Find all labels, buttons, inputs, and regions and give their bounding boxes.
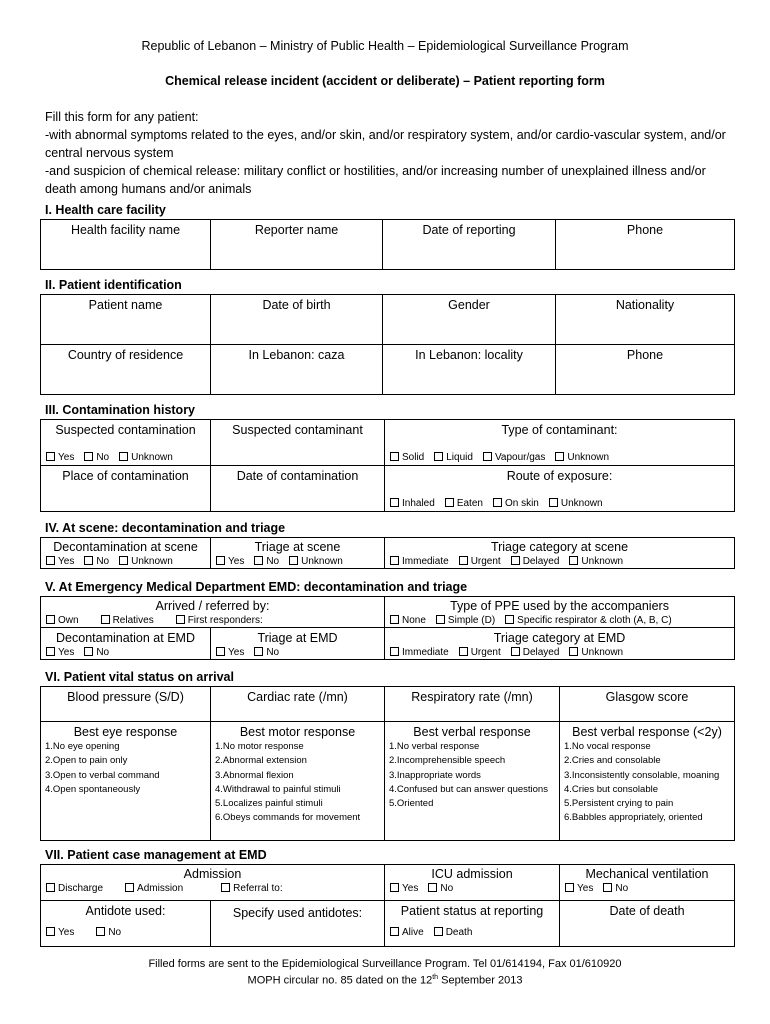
triage-at-scene-cell xyxy=(211,538,385,569)
blood-pressure-field[interactable] xyxy=(41,687,211,722)
option-label: Relatives xyxy=(112,615,154,626)
triage-category-options xyxy=(385,555,734,568)
nationality-field[interactable] xyxy=(556,295,735,345)
specific-respirator-checkbox[interactable] xyxy=(505,615,514,624)
footer-circular xyxy=(0,974,770,987)
option-label: Yes xyxy=(402,883,419,894)
option-label: Yes xyxy=(577,883,594,894)
yes-checkbox[interactable] xyxy=(565,883,574,892)
scale-title: Best verbal response (<2y) xyxy=(572,725,722,739)
yes-checkbox[interactable] xyxy=(46,927,55,936)
footer-circular-text: MOPH circular no. 85 dated on the 12 xyxy=(247,974,433,987)
scale-item: 2.Incomprehensible speech xyxy=(389,755,506,767)
section-title-health-facility: I. Health care facility xyxy=(45,203,166,217)
option-label: No xyxy=(440,883,454,894)
footer-ordinal: th xyxy=(432,974,439,981)
field-label: Gender xyxy=(448,298,490,312)
scale-item: 4.Cries but consolable xyxy=(564,783,658,795)
option-label: No xyxy=(266,556,280,567)
unknown-checkbox[interactable] xyxy=(119,556,128,565)
discharge-checkbox[interactable] xyxy=(46,883,55,892)
instruction-line: -and suspicion of chemical release: military conflict or hostilities, and/or increasing number of unexplained illness and/or death among humans and/or animals xyxy=(45,164,706,196)
scale-item: 2.Cries and consolable xyxy=(564,755,661,767)
patient-identification-table xyxy=(40,294,735,395)
field-label: Phone xyxy=(626,348,664,362)
option-label: Eaten xyxy=(456,498,483,509)
unknown-checkbox[interactable] xyxy=(549,498,558,507)
route-of-exposure-cell xyxy=(385,466,735,512)
glasgow-score-field[interactable] xyxy=(560,687,735,722)
scale-item: 1.No vocal response xyxy=(564,741,651,752)
option-label: Urgent xyxy=(470,647,501,658)
antidote-used-cell xyxy=(41,901,211,947)
option-label: Yes xyxy=(58,556,75,567)
alive-checkbox[interactable] xyxy=(390,927,399,936)
field-label: Arrived / referred by: xyxy=(155,599,270,613)
admission-cell xyxy=(41,865,385,901)
unknown-checkbox[interactable] xyxy=(289,556,298,565)
triage-category-emd-options xyxy=(385,646,734,659)
admission-options xyxy=(41,882,384,895)
field-label: ICU admission xyxy=(431,867,513,881)
option-label: Unknown xyxy=(131,556,173,567)
cardiac-rate-field[interactable] xyxy=(211,687,385,722)
own-checkbox[interactable] xyxy=(46,615,55,624)
emd-table xyxy=(40,596,735,660)
caza-field[interactable] xyxy=(211,345,383,395)
decon-emd-options xyxy=(41,646,210,659)
triage-category-emd-cell xyxy=(385,628,735,660)
option-label: Solid xyxy=(402,452,425,463)
suspected-contaminant-field[interactable] xyxy=(211,420,385,466)
field-label: Triage category at scene xyxy=(490,540,629,554)
option-label: No xyxy=(108,927,122,938)
on-skin-checkbox[interactable] xyxy=(493,498,502,507)
at-scene-table xyxy=(40,537,735,569)
suspected-contamination-cell xyxy=(41,420,211,466)
respiratory-rate-field[interactable] xyxy=(385,687,560,722)
field-label: Route of exposure: xyxy=(506,469,613,483)
option-label: Yes xyxy=(58,927,75,938)
triage-at-scene-options xyxy=(211,555,384,568)
contaminant-type-options xyxy=(385,451,609,464)
yes-checkbox[interactable] xyxy=(46,452,55,461)
field-label: Suspected contamination xyxy=(55,423,196,437)
scale-item: 1.No motor response xyxy=(215,741,304,752)
liquid-checkbox[interactable] xyxy=(434,452,443,461)
field-label: Mechanical ventilation xyxy=(585,867,709,881)
option-label: Delayed xyxy=(522,647,560,658)
yes-checkbox[interactable] xyxy=(216,556,225,565)
scale-item: 4.Open spontaneously xyxy=(45,783,141,795)
field-label: Date of death xyxy=(609,904,685,918)
delayed-checkbox[interactable] xyxy=(511,647,520,656)
no-checkbox[interactable] xyxy=(603,883,612,892)
case-management-table xyxy=(40,864,735,947)
no-checkbox[interactable] xyxy=(84,647,93,656)
section-title-vital-status: VI. Patient vital status on arrival xyxy=(45,670,234,684)
option-label: Immediate xyxy=(402,556,449,567)
section-title-case-management: VII. Patient case management at EMD xyxy=(45,848,267,862)
option-label: Specific respirator & cloth (A, B, C) xyxy=(517,615,672,626)
referral-checkbox[interactable] xyxy=(221,883,230,892)
option-label: Unknown xyxy=(560,498,603,509)
yes-checkbox[interactable] xyxy=(216,647,225,656)
date-of-death-field[interactable] xyxy=(560,901,735,947)
ministry-header: Republic of Lebanon – Ministry of Public Health – Epidemiological Surveillance Program xyxy=(141,39,629,53)
place-of-contamination-field[interactable] xyxy=(41,466,211,512)
scale-item: 3.Inconsistently consolable, moaning xyxy=(564,769,720,781)
verbal-response-scale xyxy=(385,722,560,841)
solid-checkbox[interactable] xyxy=(390,452,399,461)
no-checkbox[interactable] xyxy=(96,927,105,936)
unknown-checkbox[interactable] xyxy=(569,647,578,656)
scale-item: 6.Babbles appropriately, oriented xyxy=(564,812,703,824)
scale-item: 3.Open to verbal command xyxy=(45,769,160,781)
field-label: Glasgow score xyxy=(605,690,689,704)
scale-item: 6.Obeys commands for movement xyxy=(215,812,361,824)
section-title-patient-identification: II. Patient identification xyxy=(45,278,182,292)
scale-item: 1.No verbal response xyxy=(389,741,480,752)
instruction-line: -with abnormal symptoms related to the eyes, and/or skin, and/or respiratory system, and/or cardio-vascular system, and/or central nervous system xyxy=(45,128,726,160)
option-label: Yes xyxy=(58,647,75,658)
yes-checkbox[interactable] xyxy=(46,556,55,565)
gender-field[interactable] xyxy=(383,295,556,345)
option-label: Alive xyxy=(402,927,424,938)
date-of-birth-field[interactable] xyxy=(211,295,383,345)
first-responders-checkbox[interactable] xyxy=(176,615,185,624)
urgent-checkbox[interactable] xyxy=(459,647,468,656)
field-label: Specify used antidotes: xyxy=(232,906,363,920)
triage-emd-options xyxy=(211,646,384,659)
mechanical-ventilation-cell xyxy=(560,865,735,901)
scale-item: 3.Inappropriate words xyxy=(389,769,481,781)
icu-options xyxy=(385,882,559,895)
field-label: Antidote used: xyxy=(85,904,166,918)
section-title-at-scene: IV. At scene: decontamination and triage xyxy=(45,521,286,535)
no-checkbox[interactable] xyxy=(84,452,93,461)
field-label: Date of birth xyxy=(262,298,331,312)
field-label: Date of contamination xyxy=(236,469,359,483)
option-label: Unknown xyxy=(131,452,173,463)
no-checkbox[interactable] xyxy=(84,556,93,565)
date-of-contamination-field[interactable] xyxy=(211,466,385,512)
field-label: Patient name xyxy=(88,298,163,312)
yes-checkbox[interactable] xyxy=(390,883,399,892)
option-label: Own xyxy=(58,615,79,626)
option-label: Immediate xyxy=(402,647,449,658)
field-label: Date of reporting xyxy=(422,223,516,237)
unknown-checkbox[interactable] xyxy=(119,452,128,461)
reporter-name-field[interactable] xyxy=(211,220,383,270)
immediate-checkbox[interactable] xyxy=(390,556,399,565)
antidote-options xyxy=(41,919,210,939)
ppe-options xyxy=(385,614,734,627)
vapour-gas-checkbox[interactable] xyxy=(483,452,492,461)
field-label: Cardiac rate (/mn) xyxy=(247,690,348,704)
type-of-contaminant-cell xyxy=(385,420,735,466)
scale-item: 5.Persistent crying to pain xyxy=(564,798,674,810)
option-label: Unknown xyxy=(581,556,624,567)
no-checkbox[interactable] xyxy=(254,647,263,656)
decon-at-emd-cell xyxy=(41,628,211,660)
field-label: Suspected contaminant xyxy=(232,423,363,437)
field-label: In Lebanon: caza xyxy=(248,348,345,362)
patient-status-cell xyxy=(385,901,560,947)
patient-phone-field[interactable] xyxy=(556,345,735,395)
scale-item: 4.Confused but can answer questions xyxy=(389,783,548,795)
section-title-emd: V. At Emergency Medical Department EMD: decontamination and triage xyxy=(45,580,468,594)
decon-at-scene-cell xyxy=(41,538,211,569)
scale-title: Best verbal response xyxy=(413,725,531,739)
suspected-contamination-options xyxy=(41,451,173,464)
unknown-checkbox[interactable] xyxy=(555,452,564,461)
field-label: Blood pressure (S/D) xyxy=(67,690,184,704)
no-checkbox[interactable] xyxy=(428,883,437,892)
footer-contact: Filled forms are sent to the Epidemiological Surveillance Program. Tel 01/614194, Fax 01/610920 xyxy=(148,958,622,970)
field-label: Reporter name xyxy=(254,223,339,237)
route-options xyxy=(385,497,603,510)
field-label: Triage at scene xyxy=(254,540,341,554)
date-of-reporting-field[interactable] xyxy=(383,220,556,270)
inhaled-checkbox[interactable] xyxy=(390,498,399,507)
field-label: Phone xyxy=(626,223,664,237)
status-options xyxy=(385,919,559,939)
option-label: No xyxy=(615,883,629,894)
field-label: Decontamination at scene xyxy=(53,540,198,554)
field-label: Health facility name xyxy=(70,223,181,237)
health-facility-name-field[interactable] xyxy=(41,220,211,270)
field-label: Patient status at reporting xyxy=(400,904,544,918)
option-label: First responders: xyxy=(187,615,263,626)
contamination-history-table xyxy=(40,419,735,512)
option-label: Simple (D) xyxy=(447,615,496,626)
option-label: No xyxy=(96,647,110,658)
scale-item: 1.No eye opening xyxy=(45,741,120,752)
facility-phone-field[interactable] xyxy=(556,220,735,270)
motor-response-scale xyxy=(211,722,385,841)
form-title: Chemical release incident (accident or deliberate) – Patient reporting form xyxy=(165,74,605,88)
no-checkbox[interactable] xyxy=(254,556,263,565)
option-label: Yes xyxy=(58,452,75,463)
immediate-checkbox[interactable] xyxy=(390,647,399,656)
relatives-checkbox[interactable] xyxy=(101,615,110,624)
option-label: Admission xyxy=(137,883,184,894)
patient-name-field[interactable] xyxy=(41,295,211,345)
arrived-referred-cell xyxy=(41,597,385,628)
simple-checkbox[interactable] xyxy=(436,615,445,624)
vital-status-table xyxy=(40,686,735,841)
field-label: Admission xyxy=(183,867,242,881)
decon-at-scene-options xyxy=(41,555,210,568)
option-label: Unknown xyxy=(581,647,624,658)
option-label: Liquid xyxy=(446,452,473,463)
scale-item: 3.Abnormal flexion xyxy=(215,769,294,781)
verbal-response-under-2y-scale xyxy=(560,722,735,841)
yes-checkbox[interactable] xyxy=(46,647,55,656)
field-label: Triage at EMD xyxy=(257,631,338,645)
field-label: In Lebanon: locality xyxy=(415,348,523,362)
icu-admission-cell xyxy=(385,865,560,901)
option-label: No xyxy=(266,647,280,658)
option-label: Vapour/gas xyxy=(494,452,546,463)
option-label: Inhaled xyxy=(402,498,435,509)
instruction-line: Fill this form for any patient: xyxy=(45,110,199,124)
option-label: None xyxy=(402,615,426,626)
arrived-options xyxy=(41,614,384,627)
option-label: Death xyxy=(445,927,473,938)
field-label: Country of residence xyxy=(67,348,184,362)
scale-item: 5.Localizes painful stimuli xyxy=(215,798,323,810)
scale-title: Best motor response xyxy=(239,725,356,739)
health-facility-table xyxy=(40,219,735,270)
scale-item: 4.Withdrawal to painful stimuli xyxy=(215,783,341,795)
death-checkbox[interactable] xyxy=(434,927,443,936)
option-label: No xyxy=(96,452,110,463)
option-label: Unknown xyxy=(301,556,343,567)
triage-at-emd-cell xyxy=(211,628,385,660)
scale-item: 2.Open to pain only xyxy=(45,755,128,767)
field-label: Place of contamination xyxy=(62,469,189,483)
section-title-contamination-history: III. Contamination history xyxy=(45,403,196,417)
option-label: Referral to: xyxy=(233,883,283,894)
scale-title: Best eye response xyxy=(73,725,178,739)
option-label: Yes xyxy=(228,556,245,567)
field-label: Nationality xyxy=(615,298,675,312)
option-label: On skin xyxy=(504,498,539,509)
mech-options xyxy=(560,882,734,895)
option-label: No xyxy=(96,556,110,567)
field-label: Decontamination at EMD xyxy=(56,631,195,645)
eaten-checkbox[interactable] xyxy=(445,498,454,507)
scale-item: 2.Abnormal extension xyxy=(215,755,307,767)
option-label: Discharge xyxy=(58,883,104,894)
option-label: Yes xyxy=(228,647,245,658)
country-of-residence-field[interactable] xyxy=(41,345,211,395)
admission-checkbox[interactable] xyxy=(125,883,134,892)
delayed-checkbox[interactable] xyxy=(511,556,520,565)
field-label: Type of PPE used by the accompaniers xyxy=(450,599,669,613)
locality-field[interactable] xyxy=(383,345,556,395)
form-instructions xyxy=(45,108,735,198)
field-label: Triage category at EMD xyxy=(493,631,626,645)
scale-item: 5.Oriented xyxy=(389,798,434,810)
eye-response-scale xyxy=(41,722,211,841)
ppe-cell xyxy=(385,597,735,628)
field-label: Respiratory rate (/mn) xyxy=(411,690,533,704)
specify-antidotes-field[interactable] xyxy=(211,901,385,947)
urgent-checkbox[interactable] xyxy=(459,556,468,565)
field-label: Type of contaminant: xyxy=(501,423,618,437)
footer-circular-date: September 2013 xyxy=(438,974,523,987)
option-label: Urgent xyxy=(470,556,501,567)
unknown-checkbox[interactable] xyxy=(569,556,578,565)
option-label: Unknown xyxy=(567,452,610,463)
triage-category-at-scene-cell xyxy=(385,538,735,569)
none-checkbox[interactable] xyxy=(390,615,399,624)
option-label: Delayed xyxy=(522,556,560,567)
